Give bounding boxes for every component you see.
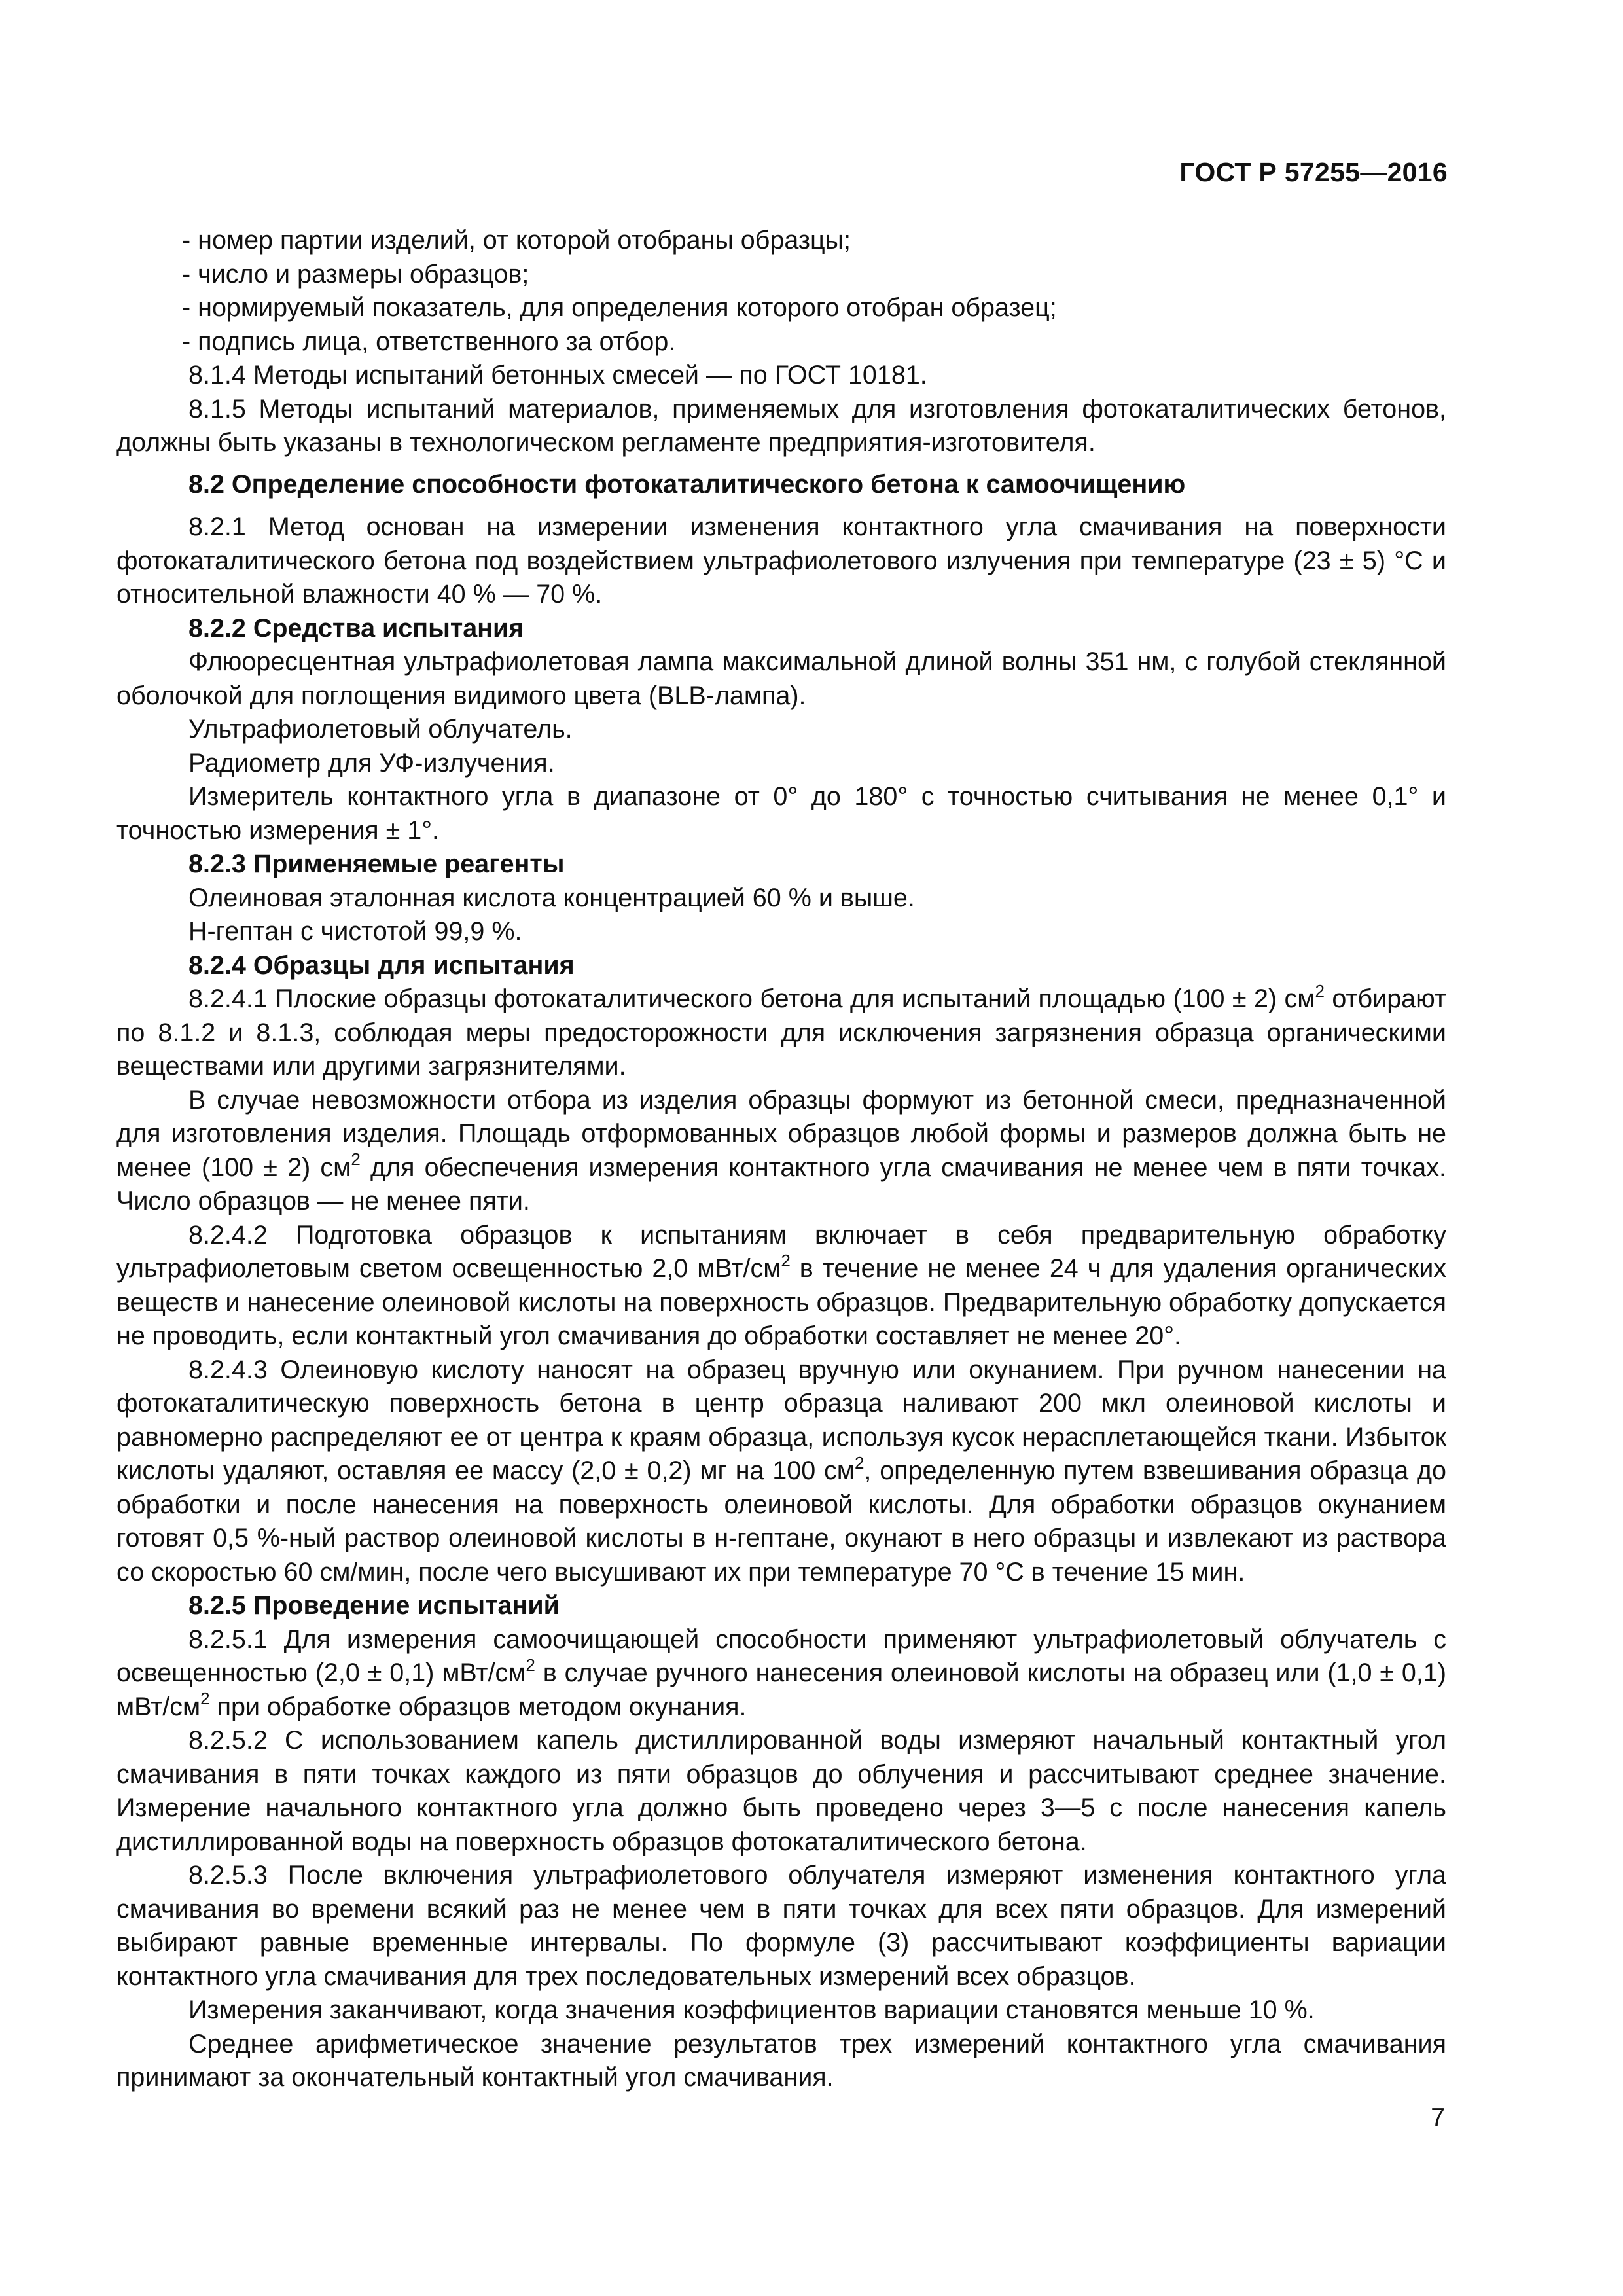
- text-run: в течение не менее 24 ч для удаления органических веществ и нанесение олеиновой кислоты на поверхность образцов. Предварительную обработку допускается не проводить, если контактный угол смачивания до обработки составляет не менее 20°.: [116, 1254, 1447, 1350]
- paragraph: [116, 1354, 1446, 1590]
- list-item: - нормируемый показатель, для определения которого отобран образец;: [182, 293, 1057, 322]
- superscript: 2: [200, 1689, 210, 1709]
- paragraph: 8.2.5.2 С использованием капель дистиллированной воды измеряют начальный контактный угол смачивания в пяти точках каждого из пяти образцов до облучения и рассчитывают среднее значение. Измерение начального контактного угла должно быть проведено через 3—5 с после нанесения капель дистиллированной воды на поверхность образцов фотокаталитического бетона.: [116, 1726, 1446, 1856]
- document-code-header: ГОСТ Р 57255—2016: [1179, 157, 1448, 187]
- text-run: 8.2.5.1 Для измерения самоочищающей способности применяют ультрафиолетовый облучатель с освещенностью (2,0 ± 0,1) мВт/см: [116, 1624, 1446, 1687]
- paragraph: Измеритель контактного угла в диапазоне от 0° до 180° с точностью считывания не менее 0,1° и точностью измерения ± 1°.: [116, 782, 1446, 845]
- section-heading: 8.2.4 Образцы для испытания: [188, 950, 575, 980]
- superscript: 2: [1315, 980, 1325, 1001]
- text-run: 8.2.4.2 Подготовка образцов к испытаниям включает в себя предварительную обработку ультрафиолетовым светом освещенностью 2,0 мВт/см: [116, 1220, 1446, 1283]
- paragraph: [116, 1084, 1446, 1219]
- paragraph: Олеиновая эталонная кислота концентрацией 60 % и выше.: [188, 883, 915, 912]
- text-run: для обеспечения измерения контактного угла смачивания не менее чем в пяти точках. Число образцов — не менее пяти.: [116, 1153, 1446, 1215]
- paragraph: [116, 1219, 1446, 1354]
- section-heading: 8.2.5 Проведение испытаний: [188, 1591, 560, 1620]
- paragraph: Н-гептан с чистотой 99,9 %.: [188, 917, 522, 946]
- text-run: В случае невозможности отбора из изделия образцы формуют из бетонной смеси, предназначенной для изготовления изделия. Площадь отформованных образцов любой формы и размеров должна быть не менее (100 ± 2) см: [116, 1085, 1446, 1182]
- paragraph: Флюоресцентная ультрафиолетовая лампа максимальной длиной волны 351 нм, с голубой стеклянной оболочкой для поглощения видимого цвета (BLB-лампа).: [116, 647, 1446, 710]
- paragraph: [116, 982, 1446, 1084]
- superscript: 2: [781, 1250, 791, 1270]
- section-heading: 8.2.2 Средства испытания: [188, 613, 524, 643]
- superscript: 2: [854, 1452, 865, 1473]
- text-run: 8.2.4.3 Олеиновую кислоту наносят на образец вручную или окунанием. При ручном нанесении на фотокаталитическую поверхность бетона в центр образца наливают 200 мкл олеиновой кислоты и равномерно распределяют ее от центра к краям образца, используя кусок нерасплетающейся ткани. Избыток кислоты удаляют, оставляя ее массу (2,0 ± 0,2) мг на 100 см: [116, 1355, 1446, 1485]
- list-item: - подпись лица, ответственного за отбор.: [182, 327, 676, 356]
- list-item: - число и размеры образцов;: [182, 259, 529, 289]
- paragraph: 8.2.1 Метод основан на измерении изменения контактного угла смачивания на поверхности фотокаталитического бетона под воздействием ультрафиолетового излучения при температуре (23 ± 5) °С и относительной влажности 40 % — 70 %.: [116, 512, 1446, 609]
- page-number: 7: [1431, 2104, 1445, 2132]
- text-run: , определенную путем взвешивания образца до обработки и после нанесения на поверхность олеиновой кислоты. Для обработки образцов окунанием готовят 0,5 %-ный раствор олеиновой кислоты в н-гептане, окунают в него образцы и извлекают из раствора со скоростью 60 см/мин, после чего высушивают их при температуре 70 °С в течение 15 мин.: [116, 1456, 1446, 1587]
- list-item: - номер партии изделий, от которой отобраны образцы;: [182, 226, 851, 255]
- section-heading: 8.2.3 Применяемые реагенты: [188, 850, 565, 878]
- superscript: 2: [526, 1655, 535, 1675]
- paragraph: [116, 1623, 1446, 1725]
- paragraph: 8.1.4 Методы испытаний бетонных смесей — по ГОСТ 10181.: [188, 361, 927, 389]
- text-run: 8.2.4.1 Плоские образцы фотокаталитического бетона для испытаний площадью (100 ± 2) см: [188, 984, 1315, 1013]
- paragraph: 8.1.5 Методы испытаний материалов, применяемых для изготовления фотокаталитических бетонов, должны быть указаны в технологическом регламенте предприятия-изготовителя.: [116, 394, 1446, 457]
- paragraph: 8.2.5.3 После включения ультрафиолетового облучателя измеряют изменения контактного угла смачивания во времени всякий раз не менее чем в пяти точках для всех пяти образцов. Для измерений выбирают равные временные интервалы. По формуле (3) рассчитывают коэффициенты вариации контактного угла смачивания для трех последовательных измерений всех образцов.: [116, 1861, 1446, 1991]
- paragraph: Ультрафиолетовый облучатель.: [188, 715, 573, 744]
- section-heading: 8.2 Определение способности фотокаталитического бетона к самоочищению: [188, 469, 1186, 499]
- superscript: 2: [351, 1149, 361, 1170]
- text-run: в случае ручного нанесения олеиновой кислоты на образец или (1,0 ± 0,1) мВт/см: [116, 1659, 1446, 1721]
- document-body: [116, 224, 1446, 2095]
- text-run: при обработке образцов методом окунания.: [209, 1692, 747, 1721]
- text-run: отбирают по 8.1.2 и 8.1.3, соблюдая меры предосторожности для исключения загрязнения образца органическими веществами или другими загрязнителями.: [116, 984, 1446, 1081]
- paragraph: Измерения заканчивают, когда значения коэффициентов вариации становятся меньше 10 %.: [188, 1996, 1315, 2024]
- paragraph: Радиометр для УФ-излучения.: [188, 748, 555, 778]
- paragraph: Среднее арифметическое значение результатов трех измерений контактного угла смачивания принимают за окончательный контактный угол смачивания.: [116, 2029, 1446, 2092]
